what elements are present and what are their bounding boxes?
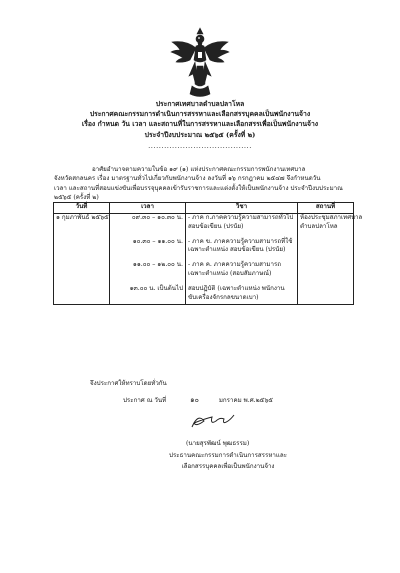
intro-paragraph: [54, 165, 354, 203]
subject-cell: [186, 285, 298, 305]
subject-line: เฉพาะตำแหน่ง สอบข้อเขียน (ปรนัย): [188, 246, 286, 254]
time-cell: [110, 214, 186, 232]
subject-line: สอบปฏิบัติ (เฉพาะตำแหน่ง พนักงาน: [188, 284, 285, 292]
place-cell: [298, 214, 363, 232]
exam-time: ๐๙.๓๐ – ๑๐.๓๐ น.: [131, 214, 183, 221]
closing-statement: จึงประกาศให้ทราบโดยทั่วกัน: [90, 380, 167, 387]
exam-time: ๑๐.๓๐ – ๑๑.๐๐ น.: [132, 237, 183, 245]
date-prefix: ประกาศ ณ วันที่: [123, 397, 167, 404]
subject-cell: [186, 238, 298, 256]
header-subject: วิชา: [186, 203, 298, 214]
fiscal-year-title: ประจำปีงบประมาณ ๒๕๖๕ (ครั้งที่ ๒): [144, 131, 256, 139]
header-place: สถานที่: [298, 203, 354, 214]
municipality-title: ประกาศเทศบาลตำบลปลาโหล: [155, 100, 245, 108]
header-date: วันที่: [54, 203, 110, 214]
table-row: [54, 214, 354, 232]
time-cell: [110, 261, 186, 279]
signature: [188, 412, 238, 432]
signer-title-line-1: ประธานคณะกรรมการดำเนินการสรรหาและ: [169, 452, 287, 459]
table-row: [54, 238, 354, 256]
announcement-date: [123, 395, 273, 406]
table-row: [54, 285, 354, 305]
subject-title: เรื่อง กำหนด วัน เวลา และสถานที่ในการสรรหาและเลือกสรรเพื่อเป็นพนักงานจ้าง: [81, 120, 319, 128]
time-cell: [110, 238, 186, 256]
subject-line: - ภาค ก.ภาคความรู้ความสามารถทั่วไป: [188, 214, 294, 221]
table-header-row: [54, 203, 354, 214]
date-month-year: มกราคม พ.ศ.๒๕๖๕: [218, 397, 273, 404]
exam-time: ๑๓.๐๐ น. เป็นต้นไป: [129, 284, 183, 292]
signer-title-line-2: เลือกสรรบุคคลเพื่อเป็นพนักงานจ้าง: [181, 463, 275, 470]
signer-name: (นายสุรพัฒน์ พุฒธรรม): [186, 440, 250, 447]
place-line: ตำบลปลาโหล: [300, 222, 338, 230]
committee-title: ประกาศคณะกรรมการดำเนินการสรรหาและเลือกสรรบุคคลเป็นพนักงานจ้าง: [89, 110, 311, 118]
header-time: เวลา: [110, 203, 186, 214]
subject-cell: [186, 261, 298, 279]
exam-time: ๑๑.๐๐ – ๑๒.๐๐ น.: [132, 261, 183, 269]
subject-line: ขับเครื่องจักรกลขนาดเบา): [188, 293, 259, 301]
table-row: [54, 261, 354, 279]
date-day: ๑๐: [190, 396, 199, 404]
time-cell: [110, 285, 186, 305]
subject-line: สอบข้อเขียน (ปรนัย): [188, 222, 244, 230]
schedule-table: [53, 202, 363, 305]
exam-date: ๑ กุมภาพันธ์ ๒๕๖๕: [56, 214, 109, 221]
intro-line-4: ๒๕๖๕ (ครั้งที่ ๒): [54, 194, 99, 202]
garuda-emblem-icon: [168, 26, 232, 98]
intro-line-1: อาศัยอำนาจตามความในข้อ ๑๙ (๑) แห่งประกาศคณะกรรมการพนักงานเทศบาล: [92, 166, 306, 173]
place-line: ห้องประชุมสภาเทศบาล: [300, 214, 363, 221]
date-cell: [54, 214, 110, 232]
intro-line-2: จังหวัดสกลนคร เรื่อง มาตรฐานทั่วไปเกี่ยวกับพนักงานจ้าง ลงวันที่ ๑๖ กรกฎาคม ๒๕๔๗ จึงกำหนดวัน: [54, 175, 321, 183]
subject-line: - ภาค ค. ภาคความรู้ความสามารถ: [188, 261, 282, 269]
subject-cell: [186, 214, 298, 232]
subject-line: - ภาค ข. ภาคความรู้ความสามารถที่ใช้: [188, 237, 293, 245]
subject-line: เฉพาะตำแหน่ง (สอบสัมภาษณ์): [188, 269, 272, 277]
dotted-separator: .......................................: [148, 142, 252, 150]
intro-line-3: เวลา และสถานที่สอบแข่งขันเพื่อบรรจุบุคคลเข้ารับราชการและแต่งตั้งให้เป็นพนักงานจ้าง ประจำปีงบประมาณ: [54, 184, 343, 192]
